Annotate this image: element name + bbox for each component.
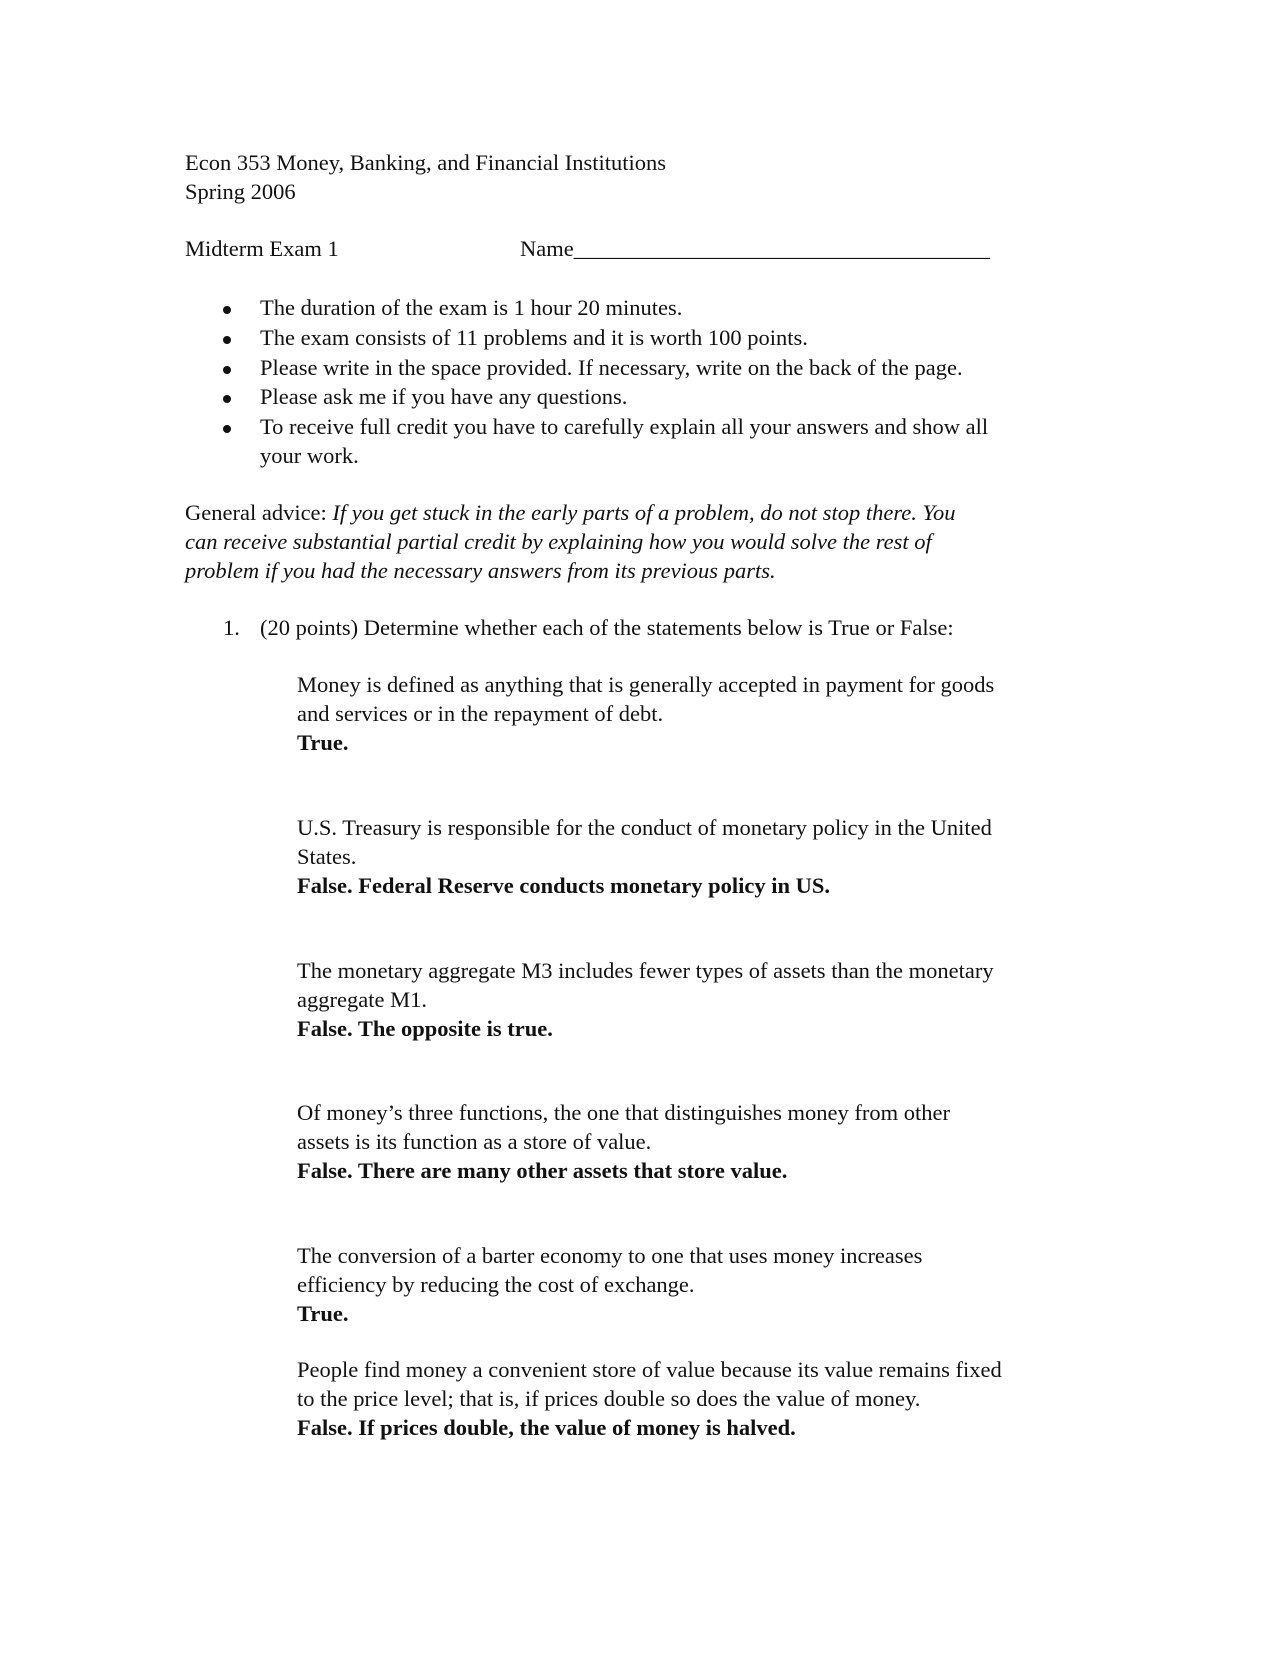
bullet-icon	[223, 425, 231, 433]
statement-answer: False. The opposite is true.	[297, 1016, 553, 1041]
statement-line: and services or in the repayment of debt.	[297, 701, 664, 726]
statement-answer: False. Federal Reserve conducts monetary policy in US.	[297, 873, 831, 898]
statement-line: to the price level; that is, if prices double so does the value of money.	[297, 1386, 921, 1411]
bullet-icon	[223, 395, 231, 403]
advice-text: If you get stuck in the early parts of a problem, do not stop there. You	[332, 500, 956, 525]
name-field: Name_____________________________________	[520, 236, 990, 261]
advice-line-3: problem if you had the necessary answers from its previous parts.	[185, 558, 776, 583]
statement-line: assets is its function as a store of value.	[297, 1129, 652, 1154]
statement-answer: False. If prices double, the value of money is halved.	[297, 1415, 796, 1440]
statement-line: People find money a convenient store of value because its value remains fixed	[297, 1357, 1002, 1382]
statement-line: Money is defined as anything that is generally accepted in payment for goods	[297, 672, 995, 697]
statement-answer: True.	[297, 1301, 349, 1326]
statement-line: States.	[297, 844, 357, 869]
statement-line: The conversion of a barter economy to one that uses money increases	[297, 1243, 923, 1268]
statement-line: efficiency by reducing the cost of exchange.	[297, 1272, 695, 1297]
instruction-item: Please write in the space provided. If necessary, write on the back of the page.	[260, 355, 963, 380]
problem-prompt: (20 points) Determine whether each of the statements below is True or False:	[260, 615, 954, 640]
instruction-item: The duration of the exam is 1 hour 20 minutes.	[260, 295, 683, 320]
term: Spring 2006	[185, 179, 296, 204]
statement-line: Of money’s three functions, the one that distinguishes money from other	[297, 1100, 950, 1125]
problem-number: 1.	[223, 615, 240, 640]
instruction-item: Please ask me if you have any questions.	[260, 384, 628, 409]
statement-answer: False. There are many other assets that store value.	[297, 1158, 788, 1183]
instruction-item-continued: your work.	[260, 443, 359, 468]
exam-title: Midterm Exam 1	[185, 236, 339, 261]
course-title: Econ 353 Money, Banking, and Financial Institutions	[185, 150, 666, 175]
statement-line: aggregate M1.	[297, 987, 427, 1012]
statement-answer: True.	[297, 730, 349, 755]
instruction-item: The exam consists of 11 problems and it is worth 100 points.	[260, 325, 808, 350]
advice-line-2: can receive substantial partial credit by explaining how you would solve the rest of	[185, 529, 932, 554]
bullet-icon	[223, 336, 231, 344]
bullet-icon	[223, 366, 231, 374]
statement-line: U.S. Treasury is responsible for the conduct of monetary policy in the United	[297, 815, 992, 840]
bullet-icon	[223, 306, 231, 314]
statement-line: The monetary aggregate M3 includes fewer types of assets than the monetary	[297, 958, 994, 983]
advice-line-1	[185, 498, 956, 527]
advice-label: General advice:	[185, 500, 333, 525]
instruction-item: To receive full credit you have to carefully explain all your answers and show all	[260, 414, 989, 439]
